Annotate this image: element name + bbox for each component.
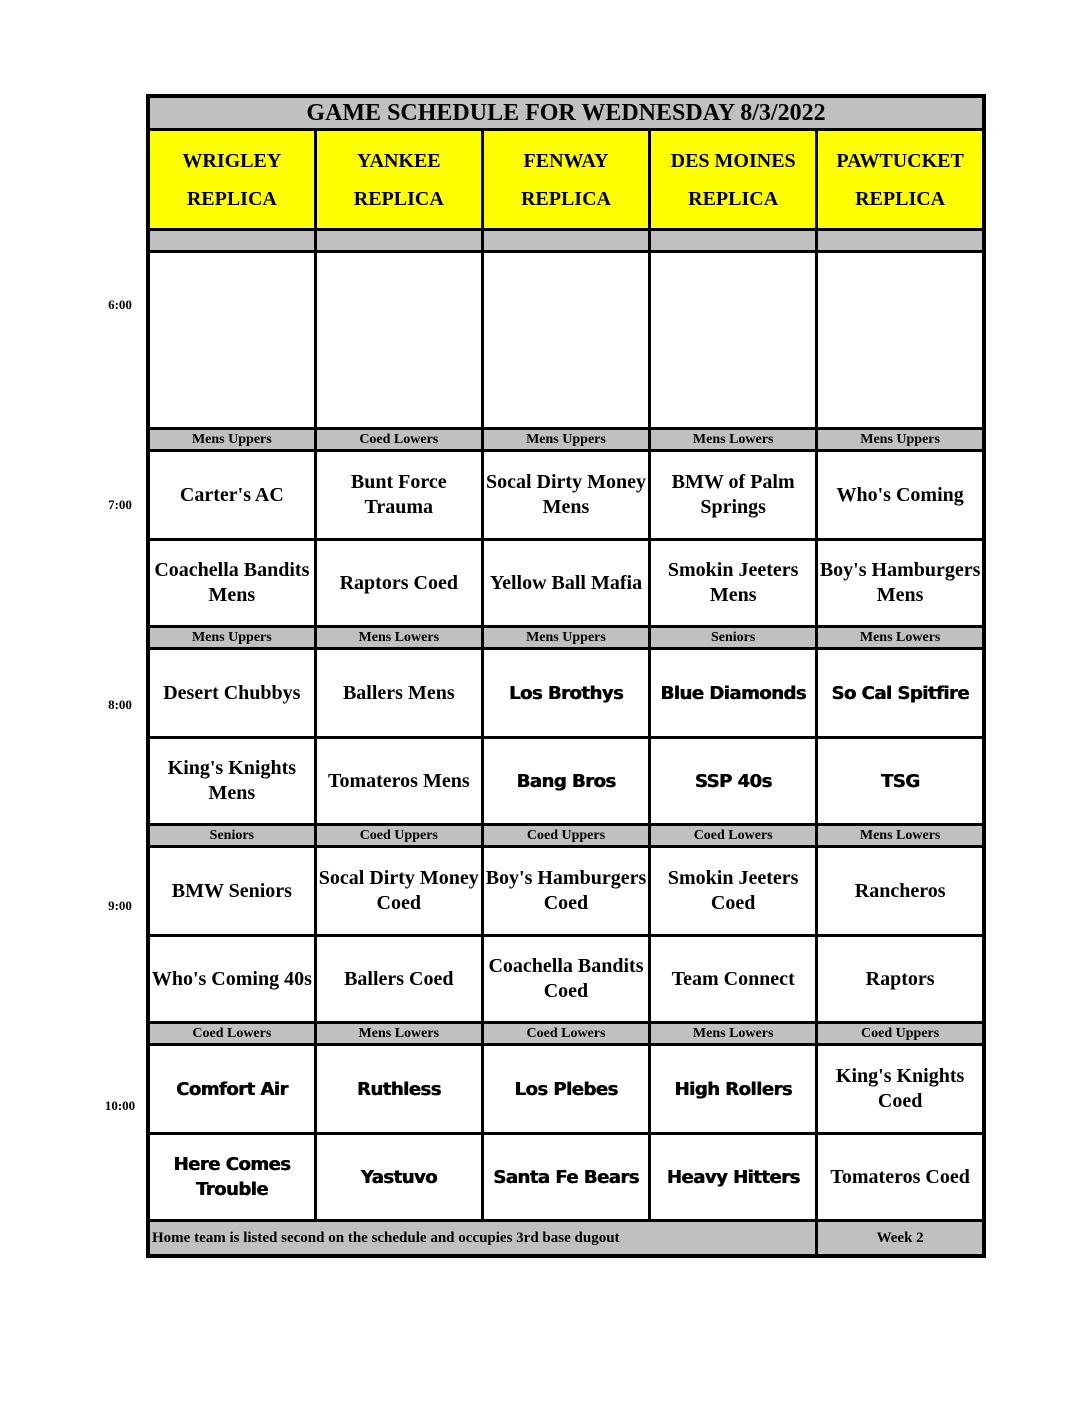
away-team: Bunt Force Trauma [315,451,482,540]
division-label: Mens Uppers [817,429,984,451]
away-team-row [148,1045,984,1134]
home-team: Tomateros Coed [817,1134,984,1221]
schedule-sheet [146,94,986,1274]
week-label: Week 2 [817,1221,984,1257]
away-team: Rancheros [817,847,984,936]
away-team: So Cal Spitfire [817,649,984,738]
division-row [148,429,984,451]
division-label: Coed Uppers [817,1023,984,1045]
footer-note: Home team is listed second on the schedule and occupies 3rd base dugout [148,1221,817,1257]
home-team-row [148,1134,984,1221]
division-label: Coed Lowers [482,1023,649,1045]
time-label: 9:00 [108,898,132,913]
home-team: TSG [817,738,984,825]
home-team: Coachella Bandits Coed [482,936,649,1023]
division-label: Mens Uppers [148,627,315,649]
time-column [100,0,140,1408]
away-team: Los Plebes [482,1045,649,1134]
field-header: YANKEE REPLICA [315,130,482,230]
division-label: Mens Lowers [315,1023,482,1045]
home-team: Yastuvo [315,1134,482,1221]
home-team: Raptors Coed [315,540,482,627]
division-label: Coed Uppers [482,825,649,847]
time-label: 6:00 [108,297,132,312]
time-label: 7:00 [108,497,132,512]
home-team: Heavy Hitters [650,1134,817,1221]
home-team: Yellow Ball Mafia [482,540,649,627]
away-team: Carter's AC [148,451,315,540]
away-team: Ballers Mens [315,649,482,738]
home-team: Boy's Hamburgers Mens [817,540,984,627]
home-team: Raptors [817,936,984,1023]
time-label: 10:00 [104,1098,136,1113]
field-header-row [148,130,984,230]
division-label: Mens Uppers [482,627,649,649]
division-label: Mens Uppers [148,429,315,451]
time-label: 8:00 [108,697,132,712]
home-team: Team Connect [650,936,817,1023]
away-team-row [148,649,984,738]
division-label: Mens Uppers [482,429,649,451]
division-row [148,1023,984,1045]
footer-row [148,1221,984,1257]
away-team: Socal Dirty Money Mens [482,451,649,540]
home-team: Who's Coming 40s [148,936,315,1023]
division-label: Coed Lowers [315,429,482,451]
division-label: Coed Lowers [148,1023,315,1045]
away-team: Blue Diamonds [650,649,817,738]
away-team: Los Brothys [482,649,649,738]
away-team-row [148,451,984,540]
home-team: Ballers Coed [315,936,482,1023]
division-label: Mens Lowers [315,627,482,649]
home-team: Smokin Jeeters Mens [650,540,817,627]
field-header: DES MOINES REPLICA [650,130,817,230]
field-header: WRIGLEY REPLICA [148,130,315,230]
away-team: BMW of Palm Springs [650,451,817,540]
home-team-row [148,540,984,627]
schedule-table [146,94,986,1258]
away-team: Boy's Hamburgers Coed [482,847,649,936]
home-team: Bang Bros [482,738,649,825]
division-label: Mens Lowers [817,627,984,649]
away-team: Socal Dirty Money Coed [315,847,482,936]
home-team-row [148,738,984,825]
division-label: Seniors [650,627,817,649]
away-team: BMW Seniors [148,847,315,936]
away-team: Comfort Air [148,1045,315,1134]
away-team: Who's Coming [817,451,984,540]
away-team-row [148,847,984,936]
spacer-row [148,230,984,252]
field-header: FENWAY REPLICA [482,130,649,230]
home-team: Coachella Bandits Mens [148,540,315,627]
division-label: Mens Lowers [650,429,817,451]
empty-slot-row [148,252,984,429]
away-team: Desert Chubbys [148,649,315,738]
home-team: Tomateros Mens [315,738,482,825]
division-label: Coed Uppers [315,825,482,847]
division-label: Seniors [148,825,315,847]
home-team: Santa Fe Bears [482,1134,649,1221]
division-row [148,627,984,649]
away-team: Smokin Jeeters Coed [650,847,817,936]
away-team: King's Knights Coed [817,1045,984,1134]
division-label: Mens Lowers [650,1023,817,1045]
home-team: SSP 40s [650,738,817,825]
division-row [148,825,984,847]
division-label: Mens Lowers [817,825,984,847]
away-team: High Rollers [650,1045,817,1134]
away-team: Ruthless [315,1045,482,1134]
home-team: King's Knights Mens [148,738,315,825]
home-team-row [148,936,984,1023]
field-header: PAWTUCKET REPLICA [817,130,984,230]
page-title: GAME SCHEDULE FOR WEDNESDAY 8/3/2022 [148,96,984,130]
home-team: Here Comes Trouble [148,1134,315,1221]
division-label: Coed Lowers [650,825,817,847]
